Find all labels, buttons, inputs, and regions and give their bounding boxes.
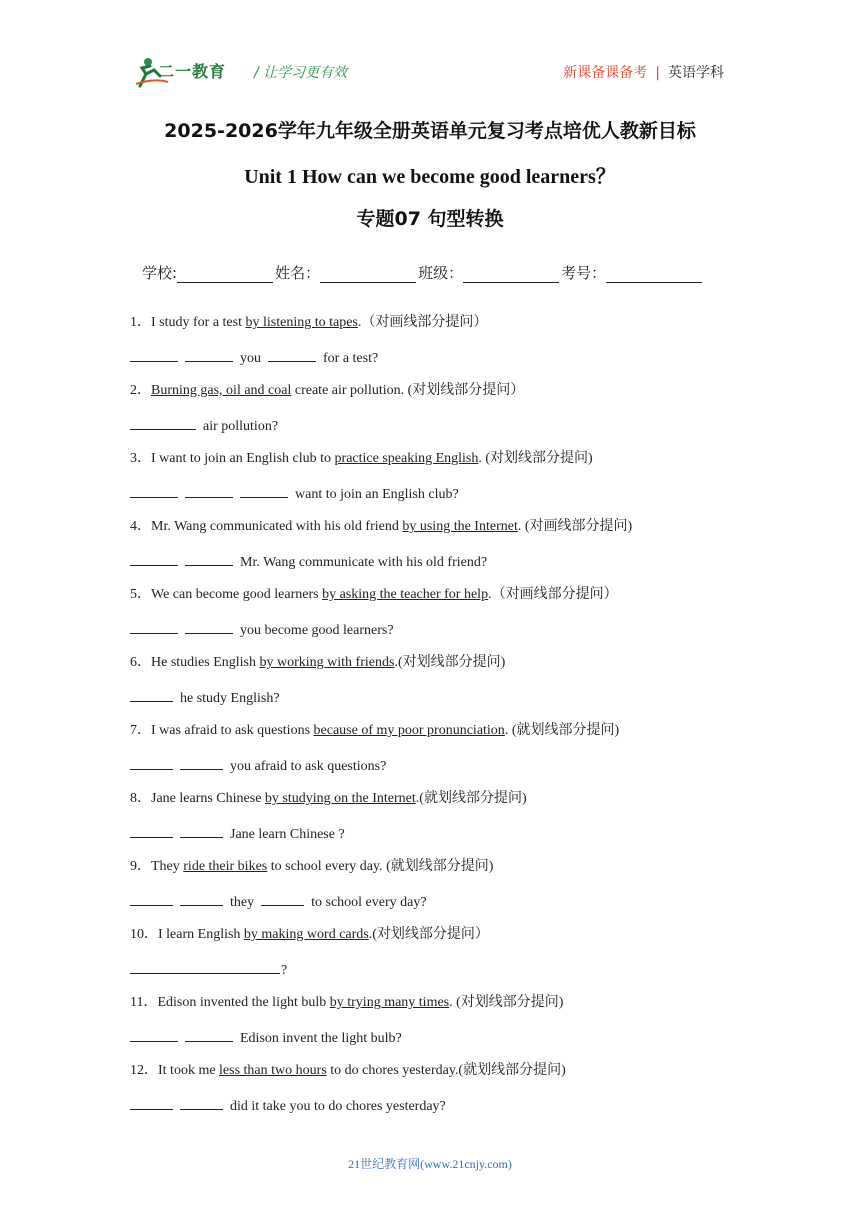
answer-text: did it take you to do chores yesterday?	[230, 1099, 446, 1114]
question-text: 7．I was afraid to ask questions	[130, 723, 314, 738]
underlined-part: by listening to tapes	[245, 315, 358, 330]
question-instruction: .(对划线部分提问)	[394, 655, 506, 670]
answer-blank	[130, 892, 173, 906]
answer-blank	[240, 484, 288, 498]
question-instruction: .(就划线部分提问)	[415, 791, 527, 806]
question-5	[130, 586, 770, 620]
answer-blank	[130, 824, 173, 838]
underlined-part: because of my poor pronunciation	[313, 723, 505, 738]
question-instruction: .（对画线部分提问）	[488, 587, 618, 602]
answer-1	[130, 348, 770, 382]
answer-text: you become good learners?	[240, 623, 394, 638]
question-6	[130, 654, 770, 688]
school-label: 学校:	[142, 264, 178, 282]
answer-11	[130, 1028, 770, 1062]
question-text: 12．It took me	[130, 1063, 220, 1078]
answer-text: Jane learn Chinese ?	[230, 827, 345, 842]
underlined-part: by using the Internet	[402, 519, 518, 534]
answer-blank	[130, 1028, 178, 1042]
answer-12	[130, 1096, 770, 1130]
answer-blank	[261, 892, 304, 906]
question-instruction: to do chores yesterday.(就划线部分提问)	[326, 1063, 566, 1078]
question-instruction: .（对画线部分提问）	[357, 315, 488, 330]
answer-4	[130, 552, 770, 586]
name-blank	[320, 268, 416, 283]
unit-title: Unit 1 How can we become good learners？	[244, 166, 616, 188]
answer-blank	[185, 620, 233, 634]
question-7	[130, 722, 770, 756]
answer-blank	[185, 552, 233, 566]
answer-blank	[180, 824, 223, 838]
question-text: 3．I want to join an English club to	[130, 451, 335, 466]
question-1	[130, 314, 770, 348]
answer-blank	[185, 1028, 233, 1042]
logo-text: 二一教育	[158, 62, 227, 81]
answer-9	[130, 892, 770, 926]
answer-blank	[185, 484, 233, 498]
question-10	[130, 926, 770, 960]
answer-text: ?	[281, 963, 288, 978]
question-text: 5．We can become good learners	[130, 587, 323, 602]
answer-blank	[180, 1096, 223, 1110]
page-title: 2025-2026学年九年级全册英语单元复习考点培优人教新目标	[164, 120, 696, 142]
answer-blank	[180, 892, 223, 906]
answer-text: want to join an English club?	[295, 487, 459, 502]
answer-text: he study English?	[180, 691, 280, 706]
answer-3	[130, 484, 770, 518]
question-instruction: . (对划线部分提问)	[478, 451, 593, 466]
number-label: 考号：	[561, 264, 607, 282]
topic-title: 专题07 句型转换	[356, 208, 504, 230]
answer-text: you	[240, 351, 261, 366]
underlined-part: practice speaking English	[334, 451, 479, 466]
question-instruction: create air pollution. (对划线部分提问）	[291, 383, 525, 398]
question-text: 11．Edison invented the light bulb	[130, 995, 330, 1010]
underlined-part: less than two hours	[219, 1063, 327, 1078]
name-label: 姓名：	[275, 264, 321, 282]
header-tag-course: 新课备课备考	[563, 65, 648, 81]
question-9	[130, 858, 770, 892]
question-instruction: to school every day. (就划线部分提问)	[267, 859, 494, 874]
question-instruction: . (对划线部分提问)	[449, 995, 564, 1010]
underlined-part: ride their bikes	[183, 859, 268, 874]
underlined-part: by studying on the Internet	[264, 791, 416, 806]
answer-6	[130, 688, 770, 722]
question-2	[130, 382, 770, 416]
answer-blank	[130, 756, 173, 770]
answer-blank	[185, 348, 233, 362]
answer-text: to school every day?	[311, 895, 427, 910]
underlined-part: by working with friends	[259, 655, 395, 670]
answer-blank	[130, 960, 280, 974]
answer-blank	[268, 348, 316, 362]
answer-text: Mr. Wang communicate with his old friend?	[240, 555, 488, 570]
underlined-part: by asking the teacher for help	[322, 587, 489, 602]
page-header	[128, 52, 728, 92]
answer-text: you afraid to ask questions?	[230, 759, 387, 774]
underlined-part: by making word cards	[243, 927, 369, 942]
class-blank	[463, 268, 559, 283]
question-text: 6．He studies English	[130, 655, 260, 670]
question-8	[130, 790, 770, 824]
question-text: 10．I learn English	[130, 927, 244, 942]
answer-blank	[180, 756, 223, 770]
answer-blank	[130, 416, 196, 430]
question-instruction: . (就划线部分提问)	[504, 723, 620, 738]
page-footer[interactable]: 21世纪教育网(www.21cnjy.com)	[348, 1157, 512, 1171]
question-list	[130, 314, 770, 1130]
question-text: 4．Mr. Wang communicated with his old friend	[130, 519, 403, 534]
question-instruction: . (对画线部分提问)	[517, 519, 633, 534]
question-text: 2．	[130, 383, 151, 398]
answer-7	[130, 756, 770, 790]
student-info	[142, 262, 704, 283]
answer-2	[130, 416, 770, 450]
question-text: 1．I study for a test	[130, 315, 246, 330]
answer-text: Edison invent the light bulb?	[240, 1031, 402, 1046]
slogan: / 让学习更有效	[254, 65, 348, 81]
number-blank	[606, 268, 702, 283]
question-3	[130, 450, 770, 484]
question-text: 9．They	[130, 859, 184, 874]
header-right	[563, 62, 724, 82]
answer-text: air pollution?	[203, 419, 279, 434]
answer-blank	[130, 484, 178, 498]
answer-10	[130, 960, 770, 994]
school-blank	[177, 268, 273, 283]
question-4	[130, 518, 770, 552]
question-12	[130, 1062, 770, 1096]
question-instruction: .(对划线部分提问）	[368, 927, 489, 942]
answer-blank	[130, 1096, 173, 1110]
answer-blank	[130, 688, 173, 702]
answer-blank	[130, 552, 178, 566]
question-text: 8．Jane learns Chinese	[130, 791, 265, 806]
answer-blank	[130, 348, 178, 362]
question-11	[130, 994, 770, 1028]
header-subject: 英语学科	[668, 65, 724, 81]
header-separator: |	[655, 65, 660, 81]
answer-blank	[130, 620, 178, 634]
answer-5	[130, 620, 770, 654]
underlined-part: Burning gas, oil and coal	[151, 383, 292, 398]
answer-8	[130, 824, 770, 858]
underlined-part: by trying many times	[329, 995, 450, 1010]
answer-text: for a test?	[323, 351, 379, 366]
class-label: 班级：	[418, 264, 464, 282]
answer-text: they	[230, 895, 255, 910]
